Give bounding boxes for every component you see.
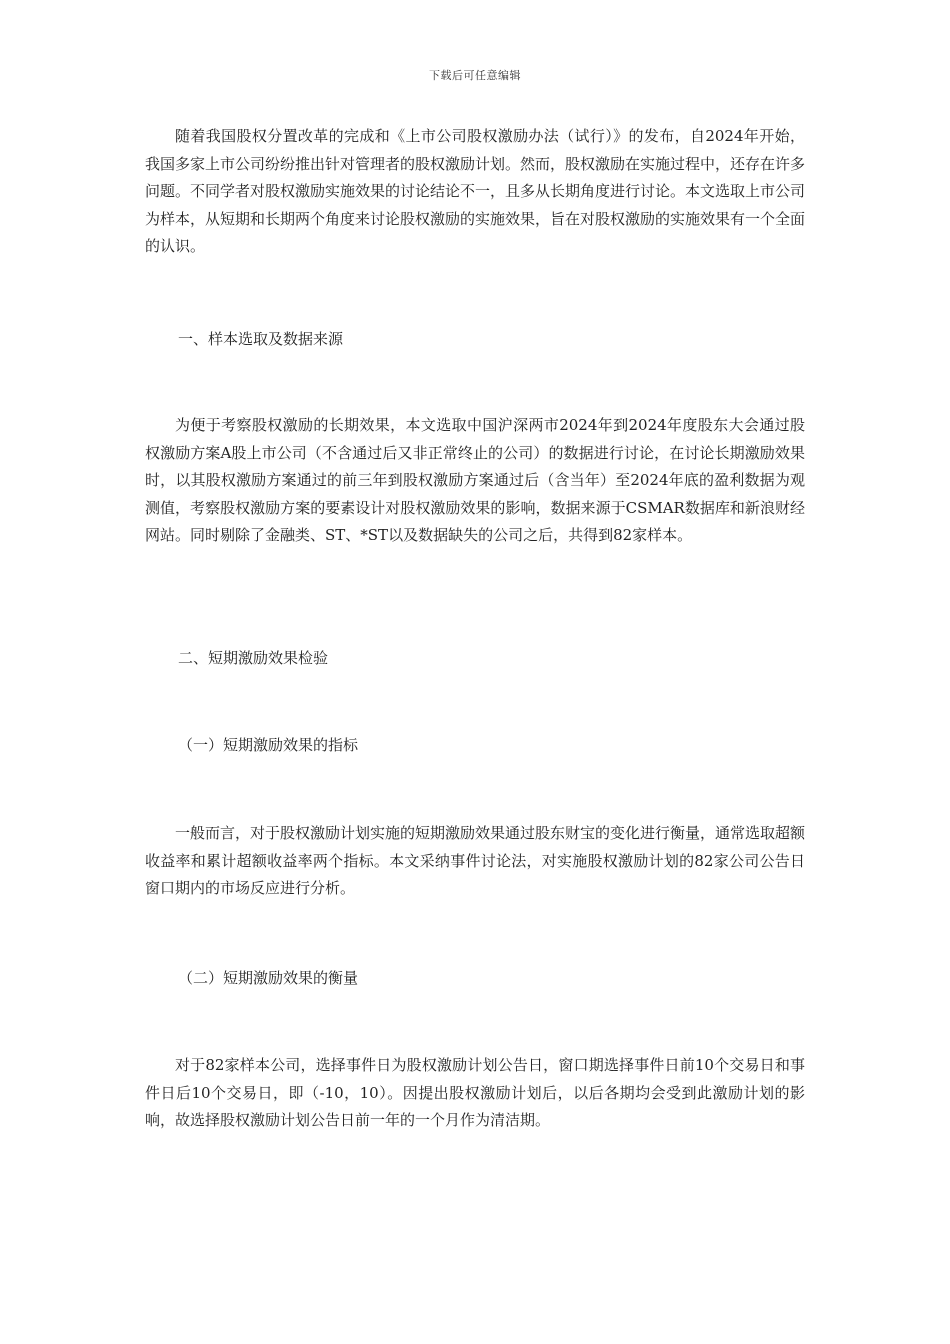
subsection2-paragraph: 对于82家样本公司，选择事件日为股权激励计划公告日，窗口期选择事件日前10个交易日和事件日后10个交易日，即（-10，10）。因提出股权激励计划后，以后各期均会受到此激励计划的影响，故选择股权激励计划公告日前一年的一个月作为清洁期。 — [145, 1056, 805, 1129]
subsection-heading-indicators: （一）短期激励效果的指标 — [178, 736, 359, 754]
intro-paragraph: 随着我国股权分置改革的完成和《上市公司股权激励办法（试行）》的发布，自2024年开始，我国多家上市公司纷纷推出针对管理者的股权激励计划。然而，股权激励在实施过程中，还存在许多问题。不同学者对股权激励实施效果的讨论结论不一，且多从长期角度进行讨论。本文选取上市公司为样本，从短期和长期两个角度来讨论股权激励的实施效果，旨在对股权激励的实施效果有一个全面的认识。 — [145, 127, 806, 255]
section-heading-sample-selection: 一、样本选取及数据来源 — [178, 330, 344, 348]
subsection1-paragraph: 一般而言，对于股权激励计划实施的短期激励效果通过股东财宝的变化进行衡量，通常选取超额收益率和累计超额收益率两个指标。本文采纳事件讨论法，对实施股权激励计划的82家公司公告日窗口期内的市场反应进行分析。 — [145, 824, 806, 897]
header-note: 下载后可任意编辑 — [429, 69, 521, 82]
subsection-heading-measurement: （二）短期激励效果的衡量 — [178, 969, 359, 987]
section1-paragraph: 为便于考察股权激励的长期效果，本文选取中国沪深两市2024年到2024年度股东大会通过股权激励方案A股上市公司（不含通过后又非正常终止的公司）的数据进行讨论，在讨论长期激励效果时，以其股权激励方案通过的前三年到股权激励方案通过后（含当年）至2024年底的盈利数据为观测值，考察股权激励方案的要素设计对股权激励效果的影响，数据来源于CSMAR数据库和新浪财经网站。同时剔除了金融类、ST、*ST以及数据缺失的公司之后，共得到82家样本。 — [145, 416, 805, 544]
subsection1-paragraph-block — [145, 820, 805, 903]
section1-paragraph-block — [145, 412, 805, 550]
intro-paragraph-block — [145, 123, 805, 261]
subsection2-paragraph-block — [145, 1052, 805, 1135]
section-heading-short-term-test: 二、短期激励效果检验 — [178, 649, 329, 667]
